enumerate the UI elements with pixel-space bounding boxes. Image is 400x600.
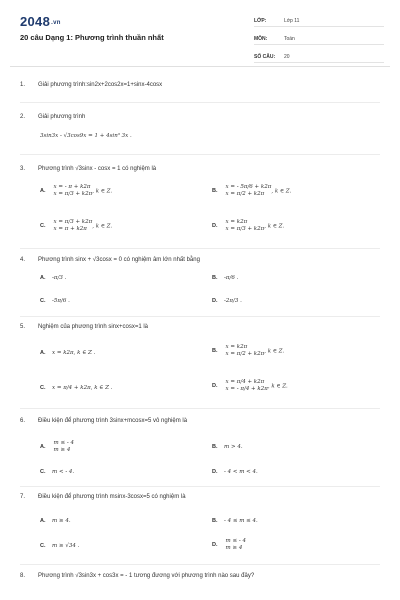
question-divider <box>20 486 380 487</box>
question-number: 1. <box>20 82 26 88</box>
option-suffix: , k ∈ Z. <box>267 383 288 390</box>
question-6 <box>20 418 187 424</box>
option-letter: B. <box>212 348 218 355</box>
option-letter: B. <box>212 188 218 195</box>
option-c[interactable] <box>40 469 74 475</box>
option-c[interactable] <box>40 219 112 233</box>
option-letter: C. <box>40 543 46 549</box>
question-number: 6. <box>20 418 26 424</box>
option-b[interactable] <box>212 518 258 524</box>
question-4 <box>20 257 200 263</box>
option-formula: x = π/4 + k2π, k ∈ Z . <box>52 385 113 391</box>
header-divider <box>10 66 390 67</box>
option-a[interactable] <box>40 275 66 281</box>
option-formula: x = π/4 + k2π x = - π/4 + k2π <box>225 379 268 392</box>
question-divider <box>20 248 380 249</box>
question-text: Giải phương trình <box>38 114 86 120</box>
option-formula: m < - 4. <box>52 469 75 475</box>
meta-value: 20 <box>284 53 290 60</box>
question-5 <box>20 324 148 330</box>
option-formula: x = π/3 + k2π x = π + k2π <box>53 219 93 232</box>
question-text: Nghiệm của phương trình sinx+cosx=1 là <box>38 324 149 330</box>
question-text: Điều kiện để phương trình 3sinx+mcosx=5 vô nghiệm là <box>38 418 188 424</box>
option-d[interactable] <box>212 298 242 304</box>
option-d[interactable] <box>212 538 246 552</box>
option-formula: -π/3 . <box>52 275 67 281</box>
option-b[interactable] <box>212 184 291 198</box>
option-a[interactable] <box>40 518 71 524</box>
option-suffix: , k ∈ Z. <box>92 188 113 195</box>
option-letter: D. <box>212 542 218 549</box>
question-2 <box>20 114 85 120</box>
option-suffix: , k ∈ Z. <box>271 188 292 195</box>
meta-row-count <box>254 51 384 63</box>
option-formula: x = - 5π/6 + k2π x = π/2 + k2π <box>225 184 272 197</box>
option-a[interactable] <box>40 350 95 356</box>
option-formula: - 4 ≤ m ≤ 4. <box>224 518 258 524</box>
option-formula: x = - π + k2π x = π/3 + k2π <box>53 184 93 197</box>
option-d[interactable] <box>212 469 258 475</box>
option-formula: m ≤ - 4 m ≥ 4 <box>53 440 74 453</box>
option-letter: B. <box>212 444 218 450</box>
option-c[interactable] <box>40 298 70 304</box>
option-letter: A. <box>40 350 46 356</box>
option-d[interactable] <box>212 379 288 393</box>
question-number: 5. <box>20 324 26 330</box>
logo-text: 2048 <box>20 14 51 29</box>
option-letter: A. <box>40 444 46 451</box>
option-formula: x = k2π, k ∈ Z . <box>52 350 96 356</box>
question-text: Phương trình sinx + √3cosx = 0 có nghiệm âm lớn nhất bằng <box>38 257 200 263</box>
option-formula: x = k2π x = π/3 + k2π <box>225 219 265 232</box>
option-letter: A. <box>40 518 46 524</box>
option-suffix: , k ∈ Z. <box>92 223 113 230</box>
question-text: Giải phương trình:sin2x+2cos2x=1+sinx-4cosx <box>38 82 163 88</box>
option-letter: A. <box>40 188 46 195</box>
worksheet-title: 20 câu Dạng 1: Phương trình thuần nhất <box>20 33 164 42</box>
option-letter: C. <box>40 469 46 475</box>
question-divider <box>20 316 380 317</box>
option-b[interactable] <box>212 275 238 281</box>
site-logo[interactable] <box>20 14 61 29</box>
question-8 <box>20 573 254 579</box>
question-number: 4. <box>20 257 26 263</box>
question-divider <box>20 154 380 155</box>
option-b[interactable] <box>212 444 243 450</box>
option-formula: m ≥ 4. <box>52 518 71 524</box>
option-c[interactable] <box>40 385 112 391</box>
option-c[interactable] <box>40 543 79 549</box>
meta-row-class <box>254 15 384 27</box>
option-suffix: , k ∈ Z. <box>264 348 285 355</box>
question-divider <box>20 102 380 103</box>
question-text: Phương trình √3sin3x + cos3x = - 1 tương đương với phương trình nào sau đây? <box>38 573 255 579</box>
meta-label: LỚP: <box>254 17 267 24</box>
question-3 <box>20 166 156 172</box>
question-number: 7. <box>20 494 26 500</box>
logo-suffix: .vn <box>51 19 61 26</box>
option-letter: D. <box>212 383 218 390</box>
worksheet-meta <box>254 15 384 69</box>
option-letter: C. <box>40 298 46 304</box>
option-d[interactable] <box>212 219 284 233</box>
option-formula: x = k2π x = π/2 + k2π <box>225 344 265 357</box>
option-a[interactable] <box>40 440 74 454</box>
question-text: Điều kiện để phương trình msinx-3cosx=5 có nghiệm là <box>38 494 186 500</box>
option-letter: B. <box>212 275 218 281</box>
option-letter: A. <box>40 275 46 281</box>
question-number: 3. <box>20 166 26 172</box>
question-number: 8. <box>20 573 26 579</box>
question-number: 2. <box>20 114 26 120</box>
option-formula: -2π/3 . <box>224 298 242 304</box>
question-formula: 3sin3x - √3cos9x = 1 + 4sin³ 3x . <box>40 133 132 139</box>
question-divider <box>20 408 380 409</box>
meta-label: MÔN: <box>254 35 268 42</box>
option-letter: C. <box>40 223 46 230</box>
option-formula: m > 4. <box>224 444 243 450</box>
meta-row-subject <box>254 33 384 45</box>
meta-value: Toán <box>284 35 295 42</box>
question-7 <box>20 494 186 500</box>
meta-label: SỐ CÂU: <box>254 53 276 60</box>
meta-value: Lớp 11 <box>284 17 300 24</box>
option-b[interactable] <box>212 344 284 358</box>
option-formula: -5π/6 . <box>52 298 70 304</box>
question-text: Phương trình √3sinx - cosx = 1 có nghiệm là <box>38 166 157 172</box>
worksheet-header <box>0 0 400 68</box>
option-formula: m ≤ - 4 m ≥ 4 <box>225 538 246 551</box>
option-letter: D. <box>212 298 218 304</box>
option-a[interactable] <box>40 184 112 198</box>
option-suffix: , k ∈ Z. <box>264 223 285 230</box>
option-letter: B. <box>212 518 218 524</box>
question-1 <box>20 82 162 88</box>
option-formula: m ≥ √34 . <box>52 543 80 549</box>
option-formula: - 4 < m < 4. <box>224 469 258 475</box>
option-formula: -π/6 . <box>224 275 239 281</box>
option-letter: D. <box>212 469 218 475</box>
question-divider <box>20 564 380 565</box>
option-letter: D. <box>212 223 218 230</box>
option-letter: C. <box>40 385 46 391</box>
